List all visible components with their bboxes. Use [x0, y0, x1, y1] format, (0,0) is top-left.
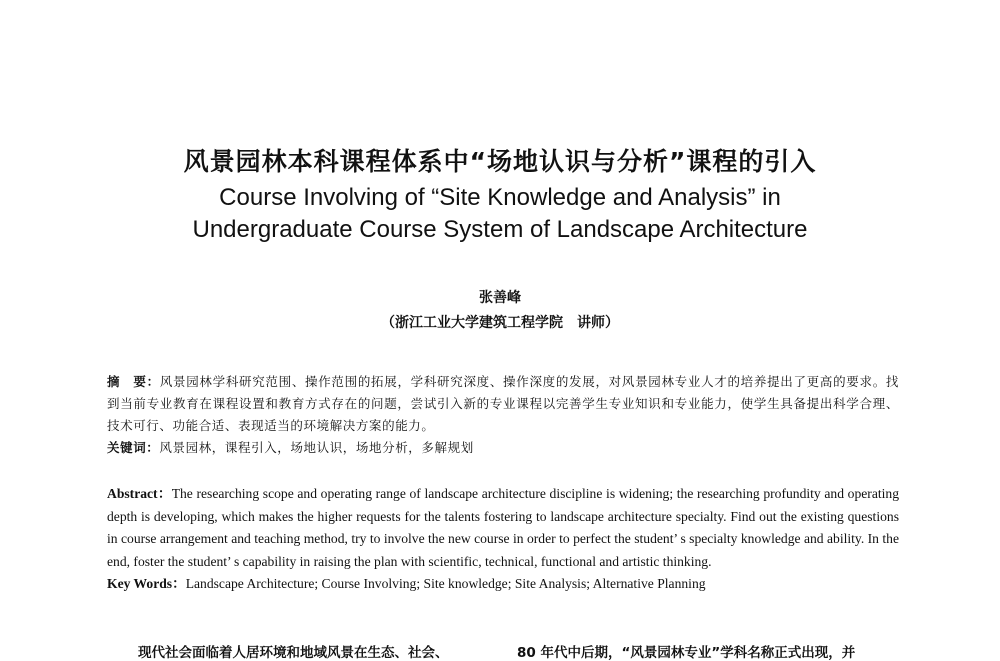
title-english-line-2: Undergraduate Course System of Landscape Architecture: [192, 216, 808, 243]
keywords-chinese-label: 关键词：: [107, 440, 160, 455]
chinese-abstract-section: [107, 371, 899, 459]
abstract-chinese-label: 摘 要：: [107, 374, 160, 389]
keywords-chinese: [107, 437, 899, 459]
affiliation-close-paren: ）: [605, 315, 619, 331]
title-english-line-1: Course Involving of “Site Knowledge and Analysis” in: [219, 184, 781, 211]
abstract-english-text: The researching scope and operating range of landscape architecture discipline is widening; the researching profundity and operating depth is developing, which makes the higher requests for the talents fostering to landscape architecture specialty. Find out the existing questions in course arrangement and teaching method, try to involve the new course in order to perfect the student’ s specialty knowledge and ability. In the end, foster the student’ s capability in raising the plan with scientific, technical, functional and artistic thinking.: [107, 486, 899, 569]
title-chinese: 风景园林本科课程体系中“场地认识与分析”课程的引入: [183, 147, 817, 176]
abstract-chinese-text: 风景园林学科研究范围、操作范围的拓展，学科研究深度、操作深度的发展，对风景园林专业人才的培养提出了更高的要求。找到当前专业教育在课程设置和教育方式存在的问题，尝试引入新的专业课程以完善学生专业知识和专业能力，使学生具备提出科学合理、技术可行、功能合适、表现适当的环境解决方案的能力。: [107, 374, 899, 433]
keywords-english: [107, 573, 899, 596]
keywords-english-text: Landscape Architecture; Course Involving; Site knowledge; Site Analysis; Alternative Planning: [185, 576, 706, 592]
affiliation-role: 讲师: [577, 315, 605, 331]
keywords-english-label: Key Words：: [107, 576, 186, 592]
body-text-left-column: 现代社会面临着人居环境和地域风景在生态、社会、: [138, 645, 449, 661]
keywords-chinese-text: 风景园林，课程引入，场地认识，场地分析，多解规划: [159, 440, 474, 455]
author-affiliation: [0, 312, 1000, 332]
abstract-chinese: [107, 371, 899, 437]
affiliation-institution: 浙江工业大学建筑工程学院: [395, 315, 563, 331]
body-text-right-column: 80 年代中后期，“风景园林专业”学科名称正式出现，并: [517, 645, 856, 661]
abstract-english: [107, 483, 899, 573]
abstract-english-label: Abstract：: [107, 486, 172, 501]
author-name: 张善峰: [479, 290, 521, 306]
english-abstract-section: [107, 483, 899, 596]
affiliation-open-paren: （: [381, 315, 395, 331]
